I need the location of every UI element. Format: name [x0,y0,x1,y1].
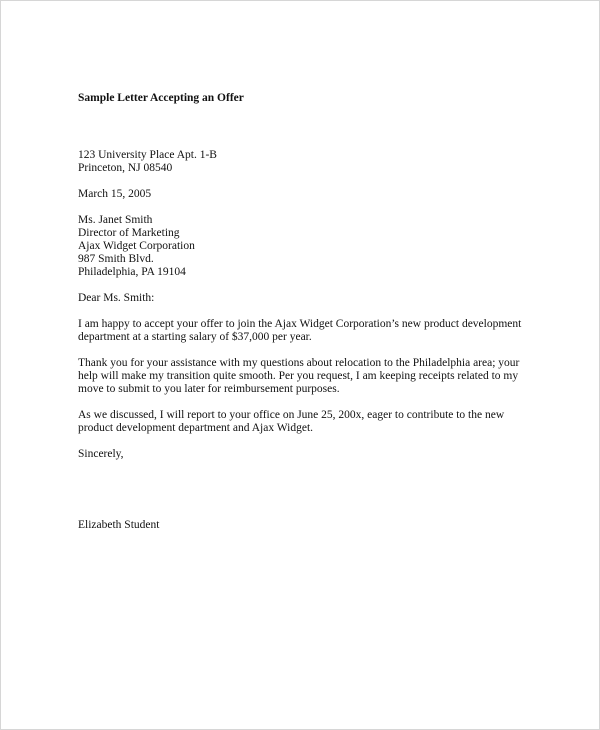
closing: Sincerely, [78,448,124,460]
recipient-line: Ms. Janet Smith [78,214,153,226]
paragraph-line: As we discussed, I will report to your office on June 25, 200x, eager to contribute to the new [78,409,505,421]
paragraph-line: I am happy to accept your offer to join the Ajax Widget Corporation’s new product development [78,318,522,330]
recipient-line: Philadelphia, PA 19104 [78,266,186,278]
body-paragraph [78,409,548,435]
body-paragraph [78,357,548,396]
recipient-line: Director of Marketing [78,227,180,239]
recipient-line: Ajax Widget Corporation [78,240,195,252]
signature-name: Elizabeth Student [78,519,160,531]
letter-date: March 15, 2005 [78,188,152,200]
letter-title: Sample Letter Accepting an Offer [78,92,244,104]
sender-address [78,149,548,175]
recipient-line: 987 Smith Blvd. [78,253,154,265]
salutation: Dear Ms. Smith: [78,292,155,304]
letter-body [78,92,548,532]
paragraph-line: product development department and Ajax Widget. [78,422,314,434]
paragraph-line: department at a starting salary of $37,000 per year. [78,331,312,343]
paragraph-line: Thank you for your assistance with my questions about relocation to the Philadelphia area; your [78,357,520,369]
sender-address-line: Princeton, NJ 08540 [78,162,173,174]
paragraph-line: move to submit to you later for reimbursement purposes. [78,383,340,395]
recipient-address [78,214,548,279]
sender-address-line: 123 University Place Apt. 1-B [78,149,217,161]
body-paragraph [78,318,548,344]
paragraph-line: help will make my transition quite smooth. Per you request, I am keeping receipts related to my [78,370,519,382]
